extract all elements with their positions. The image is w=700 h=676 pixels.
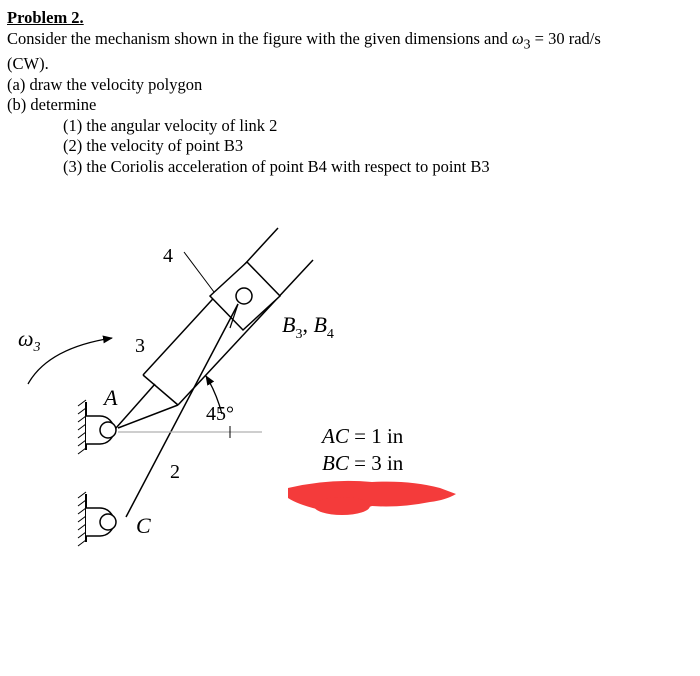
- omega-symbol: ω: [512, 28, 524, 48]
- pin-B: [236, 288, 252, 304]
- omega-value: = 30 rad/s: [530, 28, 601, 48]
- dimension-AC: AC = 1 in: [322, 424, 404, 448]
- angle-label: 45°: [206, 403, 234, 425]
- sub-item-2: (2) the velocity of point B3: [63, 136, 244, 156]
- point-C-label: C: [136, 513, 151, 538]
- redaction-mark: [288, 481, 456, 515]
- part-b: (b) determine: [7, 95, 97, 115]
- point-A-label: A: [104, 385, 118, 410]
- link3-label: 3: [135, 335, 145, 357]
- ground-pivot-C: [78, 492, 116, 546]
- dimension-BC: BC = 3 in: [322, 451, 404, 475]
- link4-leader: [184, 252, 214, 292]
- omega3-arrow: [28, 338, 112, 384]
- intro-text: Consider the mechanism shown in the figure with the given dimensions and: [7, 28, 512, 48]
- problem-title: Problem 2.: [7, 8, 84, 27]
- link3-end: [143, 375, 178, 405]
- sub-item-1: (1) the angular velocity of link 2: [63, 115, 278, 135]
- part-a: (a) draw the velocity polygon: [7, 74, 203, 94]
- point-B-label: $B_3$, $B_4$: [282, 312, 334, 342]
- sub-item-3: (3) the Coriolis acceleration of point B4 with respect to point B3: [63, 156, 490, 176]
- link2-label: 2: [170, 461, 180, 483]
- omega-subscript: 3: [523, 35, 531, 51]
- link4-label: 4: [163, 245, 173, 267]
- rotation-note: (CW).: [7, 54, 49, 74]
- omega3-label: $\omega_3$: [18, 326, 41, 355]
